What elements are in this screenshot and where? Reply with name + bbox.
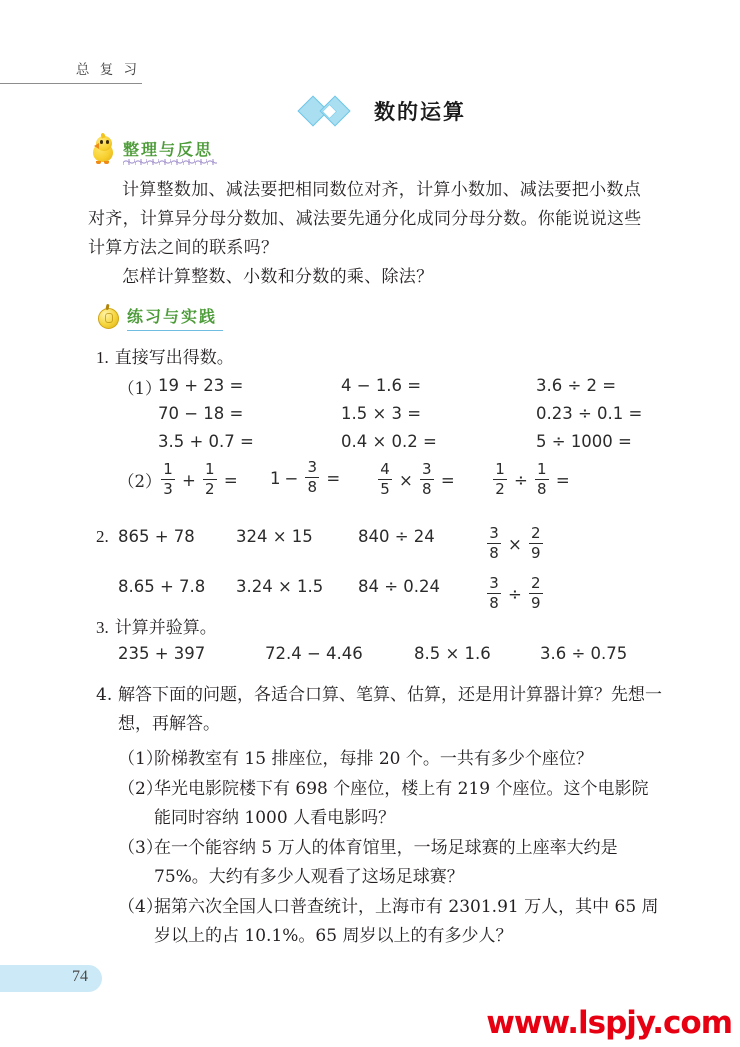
fraction: $\frac{1}{8}$ xyxy=(535,461,549,498)
fraction: $\frac{4}{5}$ xyxy=(378,461,392,498)
equals: = xyxy=(440,471,455,491)
calc-item: 19 + 23 = xyxy=(158,376,244,395)
exercise-4-number: 4. xyxy=(96,685,113,705)
fraction: $\frac{3}{8}$ xyxy=(305,459,319,496)
calc-item-fraction xyxy=(490,460,570,499)
exercise-4-prompt: 解答下面的问题，各适合口算、笔算、估算，还是用计算器计算？先想一想，再解答。 xyxy=(118,685,662,734)
item-text: 阶梯教室有 15 排座位，每排 20 个。一共有多少个座位？ xyxy=(154,749,593,769)
exercise-1-group2-marker: （2） xyxy=(118,472,162,491)
operator: + xyxy=(182,471,196,491)
double-diamond-icon xyxy=(298,96,360,126)
fraction: $\frac{2}{9}$ xyxy=(529,575,543,612)
page-number: 74 xyxy=(72,968,88,985)
exercise-4 xyxy=(96,681,662,739)
chick-icon xyxy=(88,134,118,164)
equals: = xyxy=(326,469,341,489)
fraction: $\frac{3}{8}$ xyxy=(420,461,434,498)
calc-item-fraction xyxy=(375,460,455,499)
calc-item: 865 + 78 xyxy=(118,527,195,546)
calc-item-fraction xyxy=(158,460,238,499)
exercise-3-prompt: 计算并验算。 xyxy=(114,618,217,638)
operator: − xyxy=(284,469,299,489)
exercise-1-prompt: 直接写出得数。 xyxy=(114,348,234,368)
exercise-2 xyxy=(96,527,109,547)
calc-item: 72.4 − 4.46 xyxy=(265,644,363,663)
calc-item: 3.6 ÷ 2 = xyxy=(536,376,617,395)
chapter-title xyxy=(0,96,740,134)
exercise-1-number: 1. xyxy=(96,348,109,367)
equals: = xyxy=(223,471,238,491)
fraction: $\frac{3}{8}$ xyxy=(487,525,501,562)
item-marker: （4） xyxy=(118,897,163,917)
exercise-1-group1-marker: （1） xyxy=(118,379,162,398)
section-header-practice xyxy=(96,304,217,331)
section-label-practice: 练习与实践 xyxy=(127,304,217,331)
exercise-2-number: 2. xyxy=(96,527,109,546)
equals: = xyxy=(555,471,570,491)
exercise-3 xyxy=(96,614,217,642)
reflect-body xyxy=(88,176,656,292)
item-text: 据第六次全国人口普查统计，上海市有 2301.91 万人，其中 65 周岁以上的占 10.1%。65 周岁以上的有多少人？ xyxy=(154,897,659,946)
fraction: $\frac{3}{8}$ xyxy=(487,575,501,612)
calc-item: 840 ÷ 24 xyxy=(358,527,435,546)
calc-item: 3.6 ÷ 0.75 xyxy=(540,644,628,663)
calc-item: 235 + 397 xyxy=(118,644,206,663)
whole-number: 1 xyxy=(270,469,281,489)
page-number-tab xyxy=(0,965,102,992)
exercise-4-item-4 xyxy=(118,893,662,951)
site-watermark: www.lspjy.com xyxy=(486,1005,732,1041)
calc-item: 5 ÷ 1000 = xyxy=(536,432,632,451)
fraction: $\frac{1}{3}$ xyxy=(161,461,175,498)
calc-item: 8.5 × 1.6 xyxy=(414,644,491,663)
operator: ÷ xyxy=(514,471,528,491)
reflect-paragraph-2: 怎样计算整数、小数和分数的乘、除法？ xyxy=(122,267,434,287)
operator: × xyxy=(399,471,413,491)
section-label-reflect: 整理与反思 xyxy=(123,137,213,164)
exercise-3-number: 3. xyxy=(96,618,109,637)
item-marker: （1） xyxy=(118,749,163,769)
section-header-reflect xyxy=(88,134,213,164)
calc-item: 3.5 + 0.7 = xyxy=(158,432,254,451)
reflect-paragraph-1: 计算整数加、减法要把相同数位对齐，计算小数加、减法要把小数点对齐，计算异分母分数加、减法要先通分化成同分母分数。你能说说这些计算方法之间的联系吗？ xyxy=(88,180,642,258)
exercise-4-item-3 xyxy=(118,834,662,892)
exercise-4-item-2 xyxy=(118,775,662,833)
fraction: $\frac{1}{2}$ xyxy=(493,461,507,498)
lemon-icon xyxy=(96,304,122,331)
calc-item-fraction xyxy=(484,574,546,613)
calc-item: 8.65 + 7.8 xyxy=(118,577,206,596)
running-head-rule xyxy=(0,83,142,84)
calc-item-fraction xyxy=(484,524,546,563)
item-text: 在一个能容纳 5 万人的体育馆里，一场足球赛的上座率大约是 75%。大约有多少人观看了这场足球赛？ xyxy=(154,838,618,887)
fraction: $\frac{2}{9}$ xyxy=(529,525,543,562)
calc-item: 324 × 15 xyxy=(236,527,313,546)
exercise-1 xyxy=(96,344,234,372)
chapter-title-text: 数的运算 xyxy=(374,100,466,124)
fraction: $\frac{1}{2}$ xyxy=(203,461,217,498)
item-marker: （3） xyxy=(118,838,163,858)
item-marker: （2） xyxy=(118,779,163,799)
operator: × xyxy=(508,535,522,555)
calc-item: 0.4 × 0.2 = xyxy=(341,432,437,451)
running-head-text: 总 复 习 xyxy=(75,62,140,78)
operator: ÷ xyxy=(508,585,522,605)
calc-item: 4 − 1.6 = xyxy=(341,376,422,395)
calc-item: 3.24 × 1.5 xyxy=(236,577,324,596)
calc-item: 84 ÷ 0.24 xyxy=(358,577,441,596)
calc-item: 0.23 ÷ 0.1 = xyxy=(536,404,643,423)
running-head xyxy=(0,58,142,84)
calc-item-fraction xyxy=(270,460,340,497)
calc-item: 70 − 18 = xyxy=(158,404,244,423)
calc-item: 1.5 × 3 = xyxy=(341,404,422,423)
exercise-4-item-1 xyxy=(118,745,662,774)
item-text: 华光电影院楼下有 698 个座位，楼上有 219 个座位。这个电影院能同时容纳 1000 人看电影吗？ xyxy=(154,779,649,828)
